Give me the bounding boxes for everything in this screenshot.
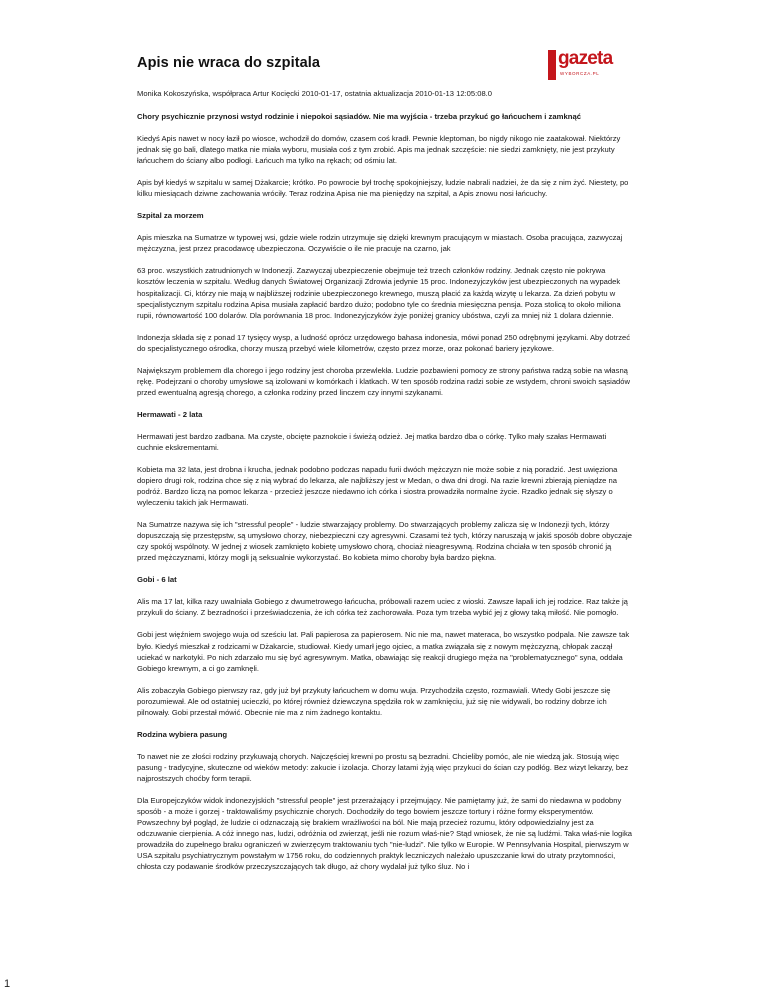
gazeta-logo xyxy=(548,50,622,80)
paragraph-8: Kobieta ma 32 lata, jest drobna i krucha, jednak podobno podczas napadu furii dwóch mężczyzn nie może sobie z nią poradzić. Jest uwięziona dopiero drugi rok, rodzina chce się z nią wybrać do lekarza, ale najbliższy jest w Medan, o dwa dni drogi. Na razie krewni zbierają pieniądze na podróż. Bardzo liczą na pomoc lekarza - przecież jeszcze niedawno ich córka i siostra prowadziła normalne życie. Rzadko jednak się słyszy o wyleczeniu takich jak Hermawati. xyxy=(137,464,618,508)
page-number: 1 xyxy=(4,978,11,990)
paragraph-9: Na Sumatrze nazywa się ich "stressful people" - ludzie stwarzający problemy. Do stwarzających problemy zalicza się w Indonezji tych, którzy dopuszczają się przestępstw, są umysłowo chorzy, niebezpieczni czy agresywni. Czasami też tych, którzy naruszają w jakiś sposób dobre obyczaje czy spokój wspólnoty. W jednej z wiosek zamknięto kobietę umysłowo chorą, chociaż nieagresywną. Rodzina chciała w ten sposób chronić ją przed mężczyznami, którzy mogli ją seksualnie wykorzystać. Bo kobieta mimo choroby była bardzo piękna. xyxy=(137,520,632,563)
section-heading-4: Rodzina wybiera pasung xyxy=(137,729,228,739)
section-heading-1: Szpital za morzem xyxy=(137,211,204,221)
paragraph-5: Indonezja składa się z ponad 17 tysięcy wysp, a ludność oprócz urzędowego bahasa indonesia, mówi ponad 250 odrębnymi językami. Aby dotrzeć do specjalistycznego ośrodka, chorzy muszą przebyć wiele kilometrów, często przez morze, oraz pokonać bariery językowe. xyxy=(137,332,631,353)
paragraph-10: Alis ma 17 lat, kilka razy uwalniała Gobiego z dwumetrowego łańcucha, próbowali razem uciec z wioski. Zawsze łapali ich jej rodzice. Raz także ją przykuli do ściany. Z bezradności i przeświadczenia, że ich córka też zachorowała. Poza tym trzeba wybić jej z głowy taką miłość. Nie pomogło. xyxy=(137,597,628,618)
logo-red-bar xyxy=(548,50,556,80)
logo-subtitle: WYBORCZA.PL xyxy=(560,71,600,76)
paragraph-11: Gobi jest więźniem swojego wuja od sześciu lat. Pali papierosa za papierosem. Nic nie ma, nawet materaca, bo wszystko podpala. Nie zawsze tak było. Kiedyś mieszkał z rodzicami w Dżakarcie, studiował. Kiedy umarł jego ojciec, a matka związała się z nowym mężczyzną, chłopak zaczął uciekać w narkotyki. Po nich zdarzało mu się być agresywnym. Matka, obawiając się reakcji drugiego męża na "problematycznego" syna, oddała Gobiego krewnym, a ci go zamknęli. xyxy=(137,630,630,673)
section-heading-3: Gobi - 6 lat xyxy=(137,575,177,585)
paragraph-6: Największym problemem dla chorego i jego rodziny jest choroba przewlekła. Ludzie pozbawieni pomocy ze strony państwa radzą sobie na własną rękę. Podejrzani o choroby umysłowe są izolowani w komórkach i klatkach. W ten sposób rodzina radzi sobie ze wstydem, chroni swoich sąsiadów przed ewentualną agresją chorego, a członka rodziny przed linczem czy innymi szykanami. xyxy=(137,365,630,397)
section-heading-2: Hermawati - 2 lata xyxy=(137,409,203,419)
paragraph-3: Apis mieszka na Sumatrze w typowej wsi, gdzie wiele rodzin utrzymuje się dzięki krewnym pracującym w miastach. Osoba pracująca, zazwyczaj mężczyzna, jest przez pracodawcę ubezpieczona. Oczywiście o ile nie pracuje na czarno, jak xyxy=(137,233,623,254)
article-lead: Chory psychicznie przynosi wstyd rodzinie i niepokoi sąsiadów. Nie ma wyjścia - trzeba przykuć go łańcuchem i zamknąć xyxy=(137,112,582,122)
paragraph-12: Alis zobaczyła Gobiego pierwszy raz, gdy już był przykuty łańcuchem w domu wuja. Przychodziła często, rozmawiali. Wtedy Gobi jeszcze się porozumiewał. Ale od ostatniej ucieczki, po której również dziewczyna spędziła rok w zamknięciu, już się nie widywali, bo rodziny dobrze ich pilnowały. Gobi przestał mówić. Obecnie nie ma z nim żadnego kontaktu. xyxy=(137,685,611,717)
paragraph-1: Kiedyś Apis nawet w nocy łaził po wiosce, wchodził do domów, czasem coś kradł. Pewnie kleptoman, bo nigdy nikogo nie zaatakował. Niektórzy jednak się go bali, dlatego matka nie miała wyboru, musiała coś z tym zrobić. Apis ma jednak szczęście: nie siedzi zamknięty, nie jest przykuty łańcuchem do ściany albo podłogi. Łańcuch ma tylko na rękach; od ośmiu lat. xyxy=(137,134,621,166)
paragraph-13: To nawet nie ze złości rodziny przykuwają chorych. Najczęściej krewni po prostu są bezradni. Chcieliby pomóc, ale nie wiedzą jak. Stosują więc pasung - tradycyjne, skuteczne od wieków metody: zakucie i izolacja. Chorzy latami żyją więc przykuci do ścian czy podłóg. Bez wizyt lekarzy, bez najprostszych choćby form terapii. xyxy=(137,751,629,783)
logo-wordmark: gazeta xyxy=(558,48,613,69)
article-title: Apis nie wraca do szpitala xyxy=(137,55,321,71)
paragraph-7: Hermawati jest bardzo zadbana. Ma czyste, obcięte paznokcie i świeżą odzież. Jej matka bardzo dba o córkę. Tylko mały szałas Hermawati cuchnie ekskrementami. xyxy=(137,431,607,452)
article-byline: Monika Kokoszyńska, współpraca Artur Kocięcki 2010-01-17, ostatnia aktualizacja 2010-01-13 12:05:08.0 xyxy=(137,89,493,98)
paragraph-14: Dla Europejczyków widok indonezyjskich "stressful people" jest przerażający i przejmujący. Nie pamiętamy już, że sami do niedawna w podobny sposób - a może i gorzej - traktowaliśmy psychicznie chorych. Dochodziły do tego bowiem jeszcze tortury i różne formy eksperymentów. Powszechny był pogląd, że ludzie ci odznaczają się brakiem wrażliwości na ból. Nie mają przecież rozumu, który odpowiedzialny jest za odczuwanie cierpienia. A cóż innego nas, ludzi, odróżnia od zwierząt, jeśli nie rozum właś-nie? Stąd wniosek, że nie są ludźmi. Taka właś-nie logika prowadziła do zupełnego braku ograniczeń w zwierzęcym traktowaniu tych "nie-ludzi". Nie tylko w Europie. W Pennsylvania Hospital, pierwszym w USA szpitalu psychiatrycznym powstałym w 1756 roku, do codziennych praktyk leczniczych należało upuszczanie krwi do utraty przytomności, chłosta czy podawanie środków przeczyszczających tak długo, aż chory wydalał już tylko śluz. No i xyxy=(137,795,632,872)
paragraph-2: Apis był kiedyś w szpitalu w samej Dżakarcie; krótko. Po powrocie był trochę spokojniejszy, ludzie nabrali nadziei, że da się z nim żyć. Niestety, po kilku miesiącach dziwne zachowania wróciły. Teraz rodzina Apisa nie ma pieniędzy na szpital, a Apis znowu nosi łańcuchy. xyxy=(137,178,629,199)
paragraph-4: 63 proc. wszystkich zatrudnionych w Indonezji. Zazwyczaj ubezpieczenie obejmuje też trzech członków rodziny. Jednak często nie pokrywa kosztów leczenia w szpitalu. Według danych Światowej Organizacji Zdrowia jedynie 15 proc. Indonezyjczyków jest ubezpieczonych na wypadek hospitalizacji. Ci, którzy nie mają w najbliższej rodzinie ubezpieczonego krewnego, muszą płacić za każdą wizytę u lekarza. Za dzień pobytu w specjalistycznym szpitalu rodzina Apisa musiała zapłacić bardzo dużo; podobno tyle co średnia miesięczna pensja. Poza stolicą to około miliona rupii, równowartość 100 dolarów. Dla porównania 18 proc. Indonezyjczyków żyje poniżej granicy ubóstwa, czyli za mniej niż 1 dolara dziennie. xyxy=(137,266,621,320)
article-body xyxy=(137,88,632,883)
